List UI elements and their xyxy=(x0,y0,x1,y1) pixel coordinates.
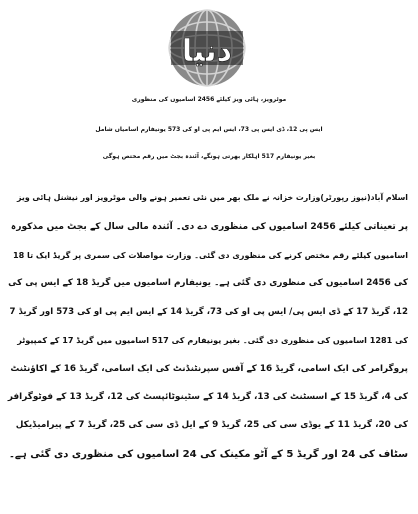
newspaper-logo xyxy=(165,7,249,89)
logo-wordmark: دنیا xyxy=(181,34,233,69)
body-line: کی 4، گریڈ 15 کے اسسٹنٹ کی 13، گریڈ 14 کے سٹینوٹائپسٹ کی 12، گریڈ 13 کے فوٹوگرافر xyxy=(7,392,408,402)
body-line: پر تعیناتی کیلئے 2456 اسامیوں کی منظوری دے دی۔ آئندہ مالی سال کے بجٹ میں مذکورہ xyxy=(10,222,408,232)
body-line: سٹاف کی 24 اور گریڈ 5 کے آٹو مکینک کی 24 اسامیوں کی منظوری دی گئی ہے۔ xyxy=(9,449,408,460)
body-line: کی 2456 اسامیوں کی منظوری دی گئی ہے۔ یونیفارم اسامیوں میں گریڈ 18 کے ایس پی کی xyxy=(8,278,408,288)
subheadline-1: ایس پی 12، ڈی ایس پی 73، ایس ایم پی او کی 573 یونیفارم اسامیاں شامل xyxy=(95,126,323,133)
subheadline-2: بغیر یونیفارم 517 اہلکار بھرتی ہونگے، آئندہ بجٹ میں رقم مختص ہوگی xyxy=(102,153,316,160)
headline: موٹرویز، ہائی ویز کیلئے 2456 اسامیوں کی منظوری xyxy=(131,96,287,103)
body-line: اسامیوں کیلئے رقم مختص کرنے کی منظوری دی گئی۔ وزارت مواصلات کی سمری پر گریڈ ایک تا 18 xyxy=(12,250,408,260)
globe-emblem-icon xyxy=(165,7,249,89)
body-line: اسلام آباد(نیوز رپورٹر)وزارت خزانہ نے ملک بھر میں نئی تعمیر ہونے والی موٹرویز اور نیشنل ہائی ویز xyxy=(17,193,408,202)
body-line: کی 20، گریڈ 11 کے یوڈی سی کی 25، گریڈ 9 کے ایل ڈی سی کی 25، گریڈ 7 کے پیرامیڈیکل xyxy=(15,420,408,430)
body-line: کی 1281 اسامیوں کی منظوری دی گئی۔ بغیر یونیفارم کی 517 اسامیوں میں گریڈ 17 کے کمپیوٹر xyxy=(17,335,408,345)
body-line: 12، گریڈ 17 کے ڈی ایس پی/ ایس پی او کی 73، گریڈ 14 کے ایس ایم پی او کی 573 اور گریڈ 7 xyxy=(9,307,408,317)
body-line: پروگرامر کی ایک اسامی، گریڈ 16 کے آفس سپرنٹنڈنٹ کی ایک اسامی، گریڈ 16 کے اکاؤنٹنٹ xyxy=(10,364,408,374)
